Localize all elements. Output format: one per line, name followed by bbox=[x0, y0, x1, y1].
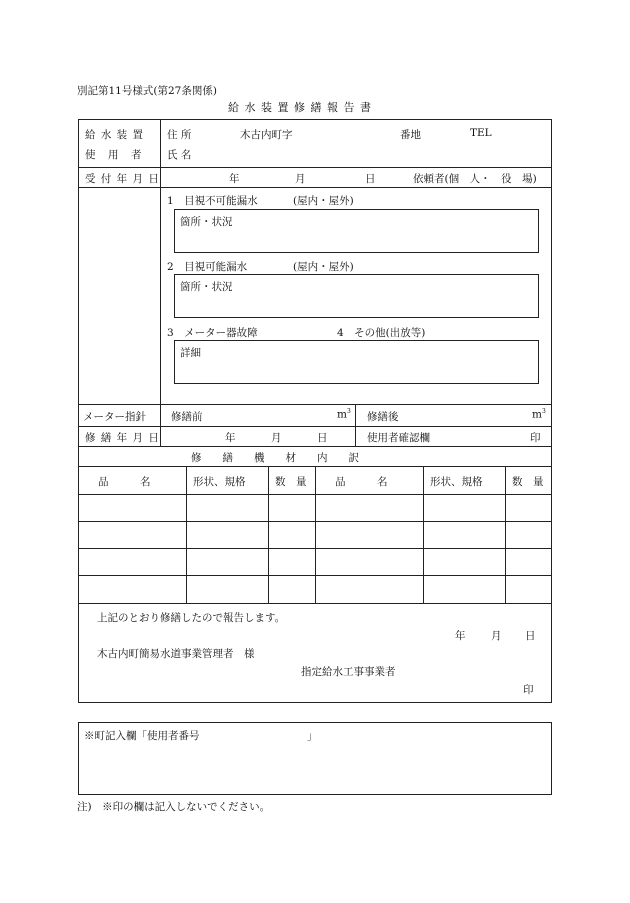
meter-after-label: 修繕後 bbox=[367, 411, 399, 423]
repair-month[interactable]: 月 bbox=[271, 432, 282, 444]
user-confirm-label: 使用者確認欄 bbox=[367, 432, 430, 444]
repair-year[interactable]: 年 bbox=[225, 432, 236, 444]
banchi-label: 番地 bbox=[400, 129, 421, 141]
col-spec-2: 形状、規格 bbox=[430, 476, 483, 488]
meter-before-label: 修繕前 bbox=[171, 411, 203, 423]
item-2-location: (屋内・屋外) bbox=[293, 261, 354, 273]
item-1-label: 1 目視不可能漏水 bbox=[167, 195, 258, 207]
form-number-label: 別記第11号様式(第27条関係) bbox=[77, 85, 217, 97]
item-1-location: (屋内・屋外) bbox=[293, 195, 354, 207]
page-title: 給 水 装 置 修 繕 報 告 書 bbox=[228, 101, 372, 114]
report-year[interactable]: 年 bbox=[455, 630, 466, 642]
item-2-box-label: 箇所・状況 bbox=[180, 281, 233, 293]
col-item-name-2: 品 名 bbox=[335, 476, 388, 488]
contractor-label: 指定給水工事事業者 bbox=[301, 666, 396, 678]
user-number-label: ※町記入欄「使用者番号 bbox=[84, 730, 200, 742]
item-4-label: 4 その他(出放等) bbox=[337, 327, 426, 339]
item-3-label: 3 メーター器故障 bbox=[167, 327, 258, 339]
reception-date-label: 受 付 年 月 日 bbox=[85, 173, 160, 185]
materials-header: 修 繕 機 材 内 訳 bbox=[191, 452, 359, 464]
col-qty-1: 数 量 bbox=[275, 476, 307, 488]
contractor-seal-mark[interactable]: 印 bbox=[523, 684, 534, 696]
meter-label: メーター指針 bbox=[83, 411, 146, 423]
name-label: 氏 名 bbox=[167, 149, 192, 161]
col-spec-1: 形状、規格 bbox=[193, 476, 246, 488]
tel-label: TEL bbox=[470, 127, 492, 139]
report-day[interactable]: 日 bbox=[525, 630, 536, 642]
item-1-box-label: 箇所・状況 bbox=[180, 216, 233, 228]
meter-after-unit: $m^3$ bbox=[532, 408, 546, 421]
supply-device-label: 給 水 装 置 bbox=[85, 129, 145, 141]
repair-day[interactable]: 日 bbox=[317, 432, 328, 444]
meter-before-unit: $m^3$ bbox=[337, 408, 351, 421]
address-label: 住 所 bbox=[167, 129, 192, 141]
reception-year[interactable]: 年 bbox=[229, 173, 240, 185]
repair-date-label: 修 繕 年 月 日 bbox=[85, 432, 160, 444]
reception-month[interactable]: 月 bbox=[295, 173, 306, 185]
detail-box[interactable] bbox=[174, 340, 539, 384]
footnote: 注) ※印の欄は記入しないでください。 bbox=[77, 801, 271, 813]
report-month[interactable]: 月 bbox=[491, 630, 502, 642]
requester-field[interactable]: 依頼者(個 人・ 役 場) bbox=[413, 173, 537, 185]
detail-box-label: 詳細 bbox=[180, 347, 201, 359]
reception-day[interactable]: 日 bbox=[365, 173, 376, 185]
col-qty-2: 数 量 bbox=[512, 476, 544, 488]
addressee: 木古内町簡易水道事業管理者 様 bbox=[97, 648, 255, 660]
item-2-label: 2 目視可能漏水 bbox=[167, 261, 248, 273]
user-number-close: 」 bbox=[307, 730, 318, 742]
col-item-name-1: 品 名 bbox=[98, 476, 151, 488]
address-value[interactable]: 木古内町字 bbox=[240, 129, 293, 141]
user-seal-mark[interactable]: 印 bbox=[530, 432, 541, 444]
user-label: 使 用 者 bbox=[85, 149, 143, 161]
report-statement: 上記のとおり修繕したので報告します。 bbox=[97, 612, 286, 624]
